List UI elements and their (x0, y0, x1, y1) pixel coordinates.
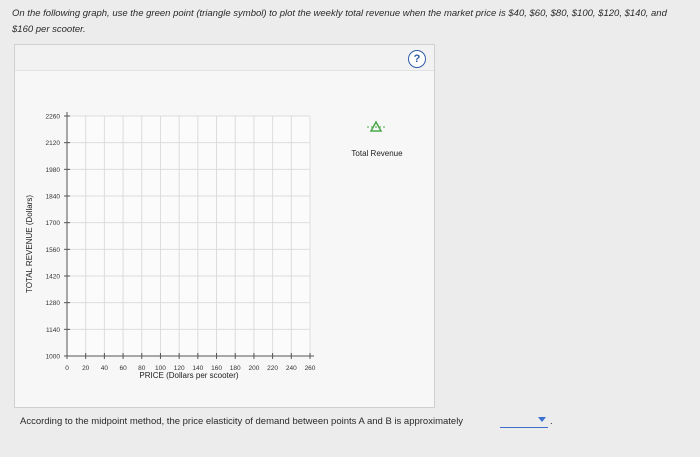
x-tick-label: 160 (211, 365, 222, 372)
plot-area (67, 116, 310, 356)
y-tick-label: 1560 (45, 246, 60, 254)
x-tick-label: 140 (192, 365, 204, 372)
y-tick-label: 1140 (46, 326, 60, 334)
y-axis-label: TOTAL REVENUE (Dollars) (25, 194, 34, 294)
graph-panel (14, 44, 435, 408)
chevron-down-icon (538, 417, 546, 422)
y-tick-label: 1000 (45, 353, 60, 361)
legend-label: Total Revenue (351, 149, 403, 158)
x-tick-label: 260 (304, 365, 316, 372)
total-revenue-triangle-icon[interactable] (367, 122, 385, 131)
x-tick-label: 220 (267, 365, 279, 372)
y-tick-label: 1840 (45, 193, 60, 201)
x-tick-label: 0 (65, 365, 69, 372)
elasticity-question: According to the midpoint method, the price elasticity of demand between points A and B is approximately (20, 416, 464, 427)
chart-grid (67, 116, 310, 356)
revenue-chart[interactable] (15, 45, 434, 407)
help-button[interactable]: ? (408, 50, 426, 68)
y-tick-label: 1700 (45, 220, 60, 228)
y-tick-labels (46, 114, 61, 361)
elasticity-dropdown[interactable] (500, 416, 548, 428)
instructions-text: On the following graph, use the green point (triangle symbol) to plot the weekly total revenue when the market price is $40, $60, $80, $100, $120, $140, and $160 per scooter. (12, 8, 667, 35)
x-tick-label: 240 (285, 365, 297, 372)
y-tick-label: 1420 (45, 273, 60, 281)
y-tick-label: 1980 (45, 166, 60, 174)
x-tick-label: 200 (248, 365, 260, 372)
question-period: . (550, 416, 553, 427)
legend (351, 122, 403, 158)
y-tick-label: 2120 (45, 140, 60, 148)
y-tick-label: 2260 (45, 113, 60, 121)
x-tick-label: 60 (119, 365, 127, 372)
y-tick-label: 1280 (45, 300, 60, 308)
x-tick-label: 80 (138, 365, 146, 372)
x-tick-label: 20 (82, 365, 90, 372)
x-tick-label: 180 (229, 365, 241, 372)
x-tick-label: 120 (173, 365, 185, 372)
x-tick-label: 100 (155, 365, 166, 372)
x-tick-label: 40 (100, 365, 109, 372)
x-axis-label: PRICE (Dollars per scooter) (139, 371, 239, 380)
